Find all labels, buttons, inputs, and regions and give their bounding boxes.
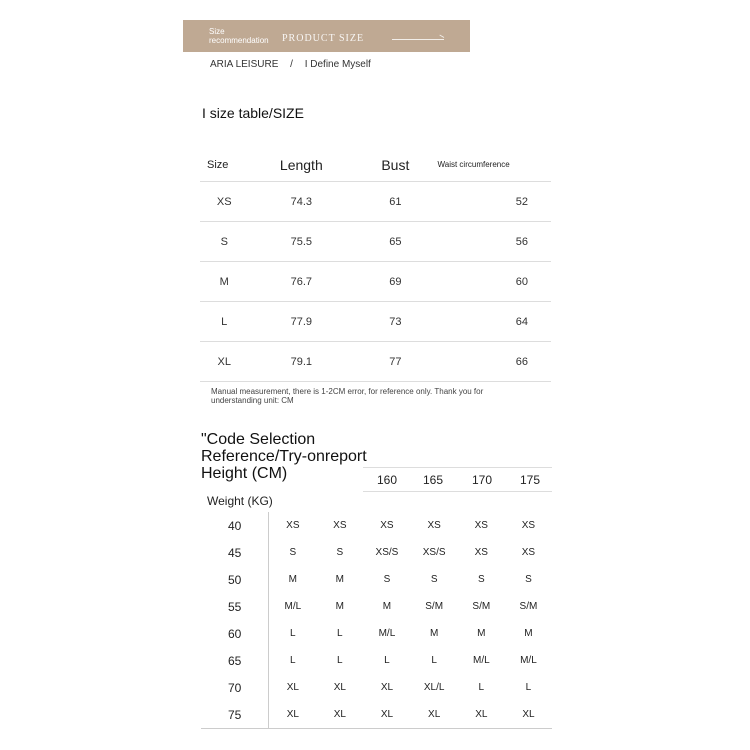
height-header: 160 (376, 473, 398, 487)
size-cell: 60 (437, 262, 552, 302)
height-header-row (363, 467, 552, 492)
size-cell: 75.5 (248, 222, 354, 262)
weight-cell: 60 (201, 620, 269, 647)
selection-row (201, 539, 552, 566)
selection-row (201, 647, 552, 674)
size-recommendation-cell: M (524, 628, 533, 639)
size-recommendation-cell: S (289, 547, 297, 558)
weight-cell: 40 (201, 512, 269, 539)
size-recommendation-cell: S (477, 574, 485, 585)
banner-subtitle: Size recommendation (209, 27, 269, 45)
size-recommendation-cell: XS (474, 547, 488, 558)
weight-cell: 75 (201, 701, 269, 729)
size-recommendation-cell: XS (474, 520, 488, 531)
size-recommendation-cell: L (525, 682, 532, 693)
selection-row (201, 701, 552, 729)
selection-row (201, 674, 552, 701)
breadcrumb-separator: / (290, 59, 293, 70)
size-recommendation-cell: M/L (472, 655, 490, 666)
size-recommendation-cell: S (383, 574, 391, 585)
size-recommendation-cell: XS (380, 520, 394, 531)
selection-row (201, 593, 552, 620)
selection-title: "Code Selection Reference/Try-onreport Height (CM) (201, 431, 367, 482)
size-recommendation-cell: L (337, 628, 343, 639)
size-recommendation-cell: S (525, 574, 532, 585)
size-cell: 77 (354, 342, 436, 382)
weight-cell: 50 (201, 566, 269, 593)
selection-row (201, 566, 552, 593)
size-recommendation-cell: S (430, 574, 438, 585)
size-recommendation-cell: XL (411, 701, 458, 729)
size-recommendation-cell: L (478, 682, 485, 693)
weight-label: Weight (KG) (207, 494, 273, 508)
size-row (200, 302, 551, 342)
size-cell: 52 (437, 182, 552, 222)
size-cell: 74.3 (248, 182, 354, 222)
breadcrumb (210, 59, 371, 70)
selection-row (201, 512, 552, 539)
weight-cell: 55 (201, 593, 269, 620)
size-cell: M (200, 262, 248, 302)
size-recommendation-cell: XL/L (423, 682, 445, 693)
weight-cell: 65 (201, 647, 269, 674)
size-table (200, 148, 551, 382)
header-length: Length (248, 148, 354, 182)
size-recommendation-cell: XL (380, 682, 394, 693)
header-waist: Waist circumference (437, 148, 552, 182)
size-recommendation-cell: S/M (519, 601, 538, 612)
size-recommendation-cell: XL (458, 701, 505, 729)
size-recommendation-cell: XL (363, 701, 410, 729)
size-cell: L (200, 302, 248, 342)
size-recommendation-cell: XS/S (375, 547, 399, 558)
size-cell: XL (200, 342, 248, 382)
size-recommendation-cell: M/L (284, 601, 302, 612)
size-cell: 76.7 (248, 262, 354, 302)
size-recommendation-cell: XL (333, 682, 346, 693)
size-recommendation-cell: XS (333, 520, 347, 531)
height-header: 170 (471, 473, 493, 487)
size-recommendation-cell: L (290, 655, 296, 666)
size-recommendation-cell: XL (269, 701, 317, 729)
size-recommendation-cell: S (336, 547, 344, 558)
size-cell: 65 (354, 222, 436, 262)
header-bust: Bust (354, 148, 436, 182)
size-cell: S (200, 222, 248, 262)
height-header: 175 (519, 473, 541, 487)
size-cell: 56 (437, 222, 552, 262)
size-recommendation-cell: M (477, 628, 486, 639)
size-recommendation-cell: L (431, 655, 437, 666)
size-recommendation-cell: M (335, 601, 344, 612)
size-cell: 66 (437, 342, 552, 382)
selection-row (201, 620, 552, 647)
weight-cell: 45 (201, 539, 269, 566)
size-recommendation-cell: L (337, 655, 343, 666)
size-recommendation-cell: XL (505, 701, 552, 729)
measurement-note: Manual measurement, there is 1-2CM error, for reference only. Thank you for understanding unit: CM (211, 387, 484, 405)
size-row (200, 182, 551, 222)
size-cell: 73 (354, 302, 436, 342)
size-recommendation-cell: S/M (425, 601, 444, 612)
size-table-title: I size table/SIZE (202, 105, 304, 121)
size-recommendation-cell: M/L (378, 628, 396, 639)
brand-slogan: I Define Myself (304, 59, 371, 70)
size-recommendation-cell: XS/S (422, 547, 446, 558)
size-recommendation-cell: M (382, 601, 392, 612)
arrow-icon (392, 39, 444, 40)
brand-name: ARIA LEISURE (210, 59, 279, 70)
size-recommendation-cell: XS (427, 520, 441, 531)
size-recommendation-cell: S/M (472, 601, 491, 612)
size-cell: 77.9 (248, 302, 354, 342)
size-cell: XS (200, 182, 248, 222)
header-size: Size (200, 148, 248, 182)
size-recommendation-cell: M (288, 574, 297, 585)
weight-cell: 70 (201, 674, 269, 701)
size-recommendation-cell: XS (286, 520, 300, 531)
size-row (200, 262, 551, 302)
size-row (200, 342, 551, 382)
size-table-header (200, 148, 551, 182)
size-cell: 64 (437, 302, 552, 342)
height-header: 165 (422, 473, 444, 487)
size-recommendation-cell: M (335, 574, 344, 585)
size-cell: 69 (354, 262, 436, 302)
size-recommendation-cell: XL (316, 701, 363, 729)
size-recommendation-cell: XS (521, 547, 536, 558)
size-recommendation-cell: M/L (520, 655, 537, 666)
size-cell: 79.1 (248, 342, 354, 382)
size-recommendation-cell: L (384, 655, 390, 666)
size-banner (183, 20, 470, 52)
size-recommendation-cell: M (429, 628, 439, 639)
selection-grid (201, 512, 552, 729)
size-recommendation-cell: XS (521, 520, 536, 531)
size-recommendation-cell: L (290, 628, 296, 639)
size-row (200, 222, 551, 262)
size-cell: 61 (354, 182, 436, 222)
banner-title: PRODUCT SIZE (282, 33, 365, 44)
size-recommendation-cell: XL (286, 682, 299, 693)
